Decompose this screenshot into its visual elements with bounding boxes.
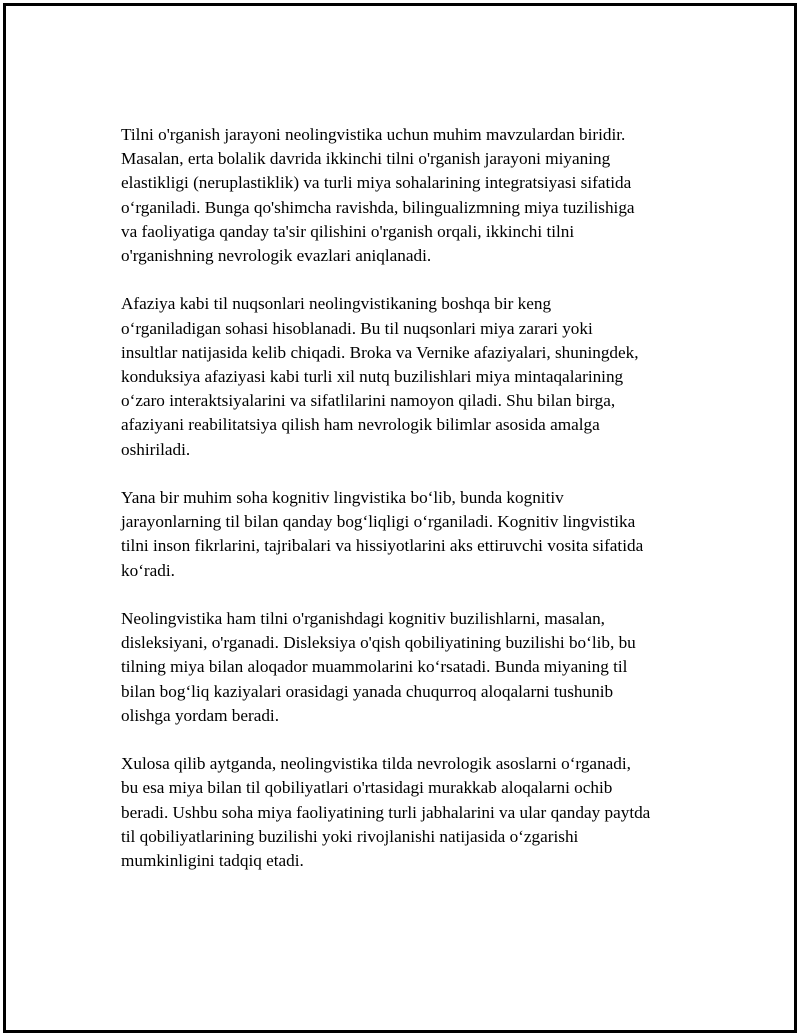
paragraph-3: Yana bir muhim soha kognitiv lingvistika bo‘lib, bunda kognitiv jarayonlarning til bilan qanday bog‘liqligi o‘rganiladi. Kognitiv lingvistika tilni inson fikrlarini, tajribalari va hissiyotlarini aks ettiruvchi vosita sifatida ko‘radi. [121, 488, 644, 580]
paragraph-5: Xulosa qilib aytganda, neolingvistika tilda nevrologik asoslarni o‘rganadi, bu esa miya bilan til qobiliyatlari o'rtasidagi murakkab aloqalarni ochib beradi. Ushbu soha miya faoliyatining turli jabhalarini va ular qanday paytda til qobiliyatlarining buzilishi yoki rivojlanishi natijasida o‘zgarishi mumkinligini tadqiq etadi. [121, 754, 651, 871]
paragraph-4: Neolingvistika ham tilni o'rganishdagi kognitiv buzilishlarni, masalan, disleksiyani, o'rganadi. Disleksiya o'qish qobiliyatining buzilishi bo‘lib, bu tilning miya bilan aloqador muammolarini ko‘rsatadi. Bunda miyaning til bilan bog‘liq kaziyalari orasidagi yanada chuqurroq aloqalarni tushunib olishga yordam beradi. [121, 609, 636, 725]
document-body [121, 123, 706, 873]
paragraph-2: Afaziya kabi til nuqsonlari neolingvistikaning boshqa bir keng o‘rganiladigan sohasi hisoblanadi. Bu til nuqsonlari miya zarari yoki insultlar natijasida kelib chiqadi. Broka va Vernike afaziyalari, shuningdek, konduksiya afaziyasi kabi turli xil nutq buzilishlari miya mintaqalarining o‘zaro interaktsiyalarini va sifatlilarini namoyon qiladi. Shu bilan birga, afaziyani reabilitatsiya qilish ham nevrologik bilimlar asosida amalga oshiriladi. [121, 294, 639, 459]
paragraph-1: Tilni o'rganish jarayoni neolingvistika uchun muhim mavzulardan biridir. Masalan, erta bolalik davrida ikkinchi tilni o'rganish jarayoni miyaning elastikligi (neruplastiklik) va turli miya sohalarining integratsiyasi sifatida o‘rganiladi. Bunga qo'shimcha ravishda, bilingualizmning miya tuzilishiga va faoliyatiga qanday ta'sir qilishini o'rganish orqali, ikkinchi tilni o'rganishning nevrologik evazlari aniqlanadi. [121, 125, 635, 266]
page-frame [3, 3, 797, 1033]
